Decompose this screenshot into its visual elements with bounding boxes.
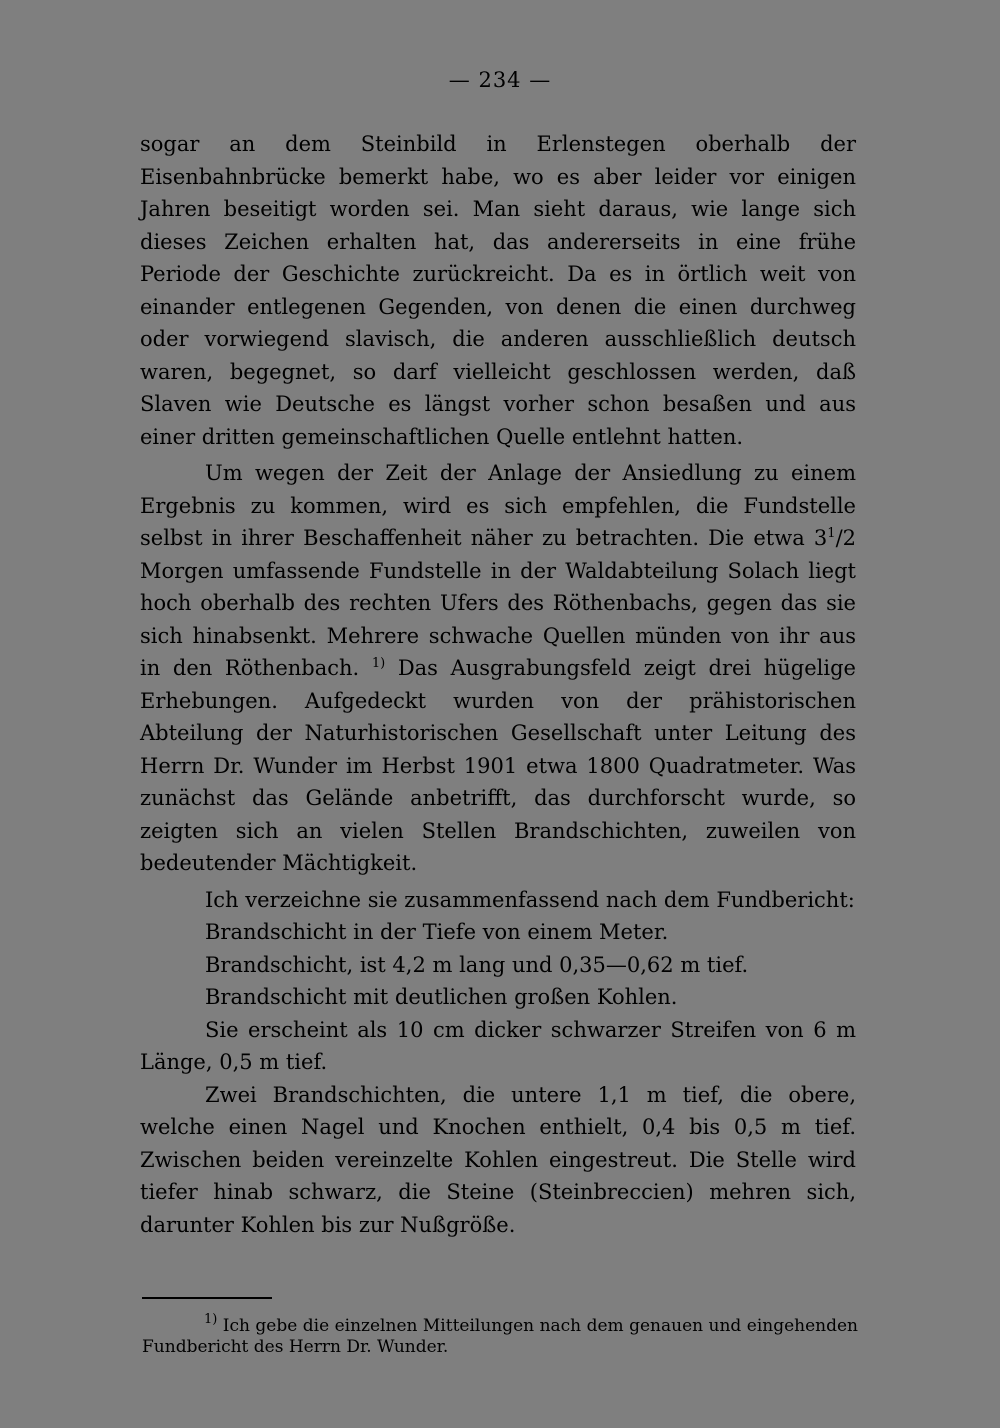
paragraph-1: sogar an dem Steinbild in Erlenstegen oberhalb der Eisenbahnbrücke bemerkt habe, wo es aber leider vor einigen Jahren beseitigt worden sei. Man sieht daraus, wie lange sich dieses Zeichen erhalten hat, das andererseits in eine frühe Periode der Geschichte zurückreicht. Da es in örtlich weit von einander entlegenen Gegenden, von denen die einen durchweg oder vorwiegend slavisch, die anderen ausschließlich deutsch waren, begegnet, so darf vielleicht geschlossen werden, daß Slaven wie Deutsche es längst vorher schon besaßen und aus einer dritten gemeinschaftlichen Quelle entlehnt hatten. xyxy=(140,132,856,449)
fraction-numerator: 1 xyxy=(827,526,836,541)
footnote-text: Ich gebe die einzelnen Mitteilungen nach dem genauen und eingehenden Fundbericht des Herrn Dr. Wunder. xyxy=(142,1316,858,1357)
paragraph-2 xyxy=(140,457,856,880)
footnote xyxy=(142,1312,858,1358)
page-number: — 234 — xyxy=(448,68,552,92)
list-item-2: Brandschicht, ist 4,2 m lang und 0,35—0,62 m tief. xyxy=(205,952,749,977)
paragraph-2-part-b: Morgen umfassende Fundstelle in der Waldabteilung Solach liegt hoch oberhalb des rechten Ufers des Röthenbachs, gegen das sie sich hinabsenkt. Mehrere schwache Quellen münden von ihr aus in den Röthenbach. xyxy=(140,558,856,680)
footnote-reference: 1) xyxy=(371,656,386,671)
footnote-marker: 1) xyxy=(204,1312,218,1327)
paragraph-2-part-a: Um wegen der Zeit der Anlage der Ansiedlung zu einem Ergebnis zu kommen, wird es sich empfehlen, die Fundstelle selbst in ihrer Beschaffenheit näher zu betrachten. Die etwa 3 xyxy=(140,461,856,550)
paragraph-4: Sie erscheint als 10 cm dicker schwarzer Streifen von 6 m Länge, 0,5 m tief. xyxy=(140,1017,856,1074)
list-item-1: Brandschicht in der Tiefe von einem Meter. xyxy=(205,920,669,944)
fraction-denominator: /2 xyxy=(835,526,856,550)
list-item-3: Brandschicht mit deutlichen großen Kohlen. xyxy=(205,985,678,1009)
body-text xyxy=(140,128,856,1241)
paragraph-2-part-c: Das Ausgrabungsfeld zeigt drei hügelige Erhebungen. Aufgedeckt wurden von der prähistorischen Abteilung der Naturhistorischen Gesellschaft unter Leitung des Herrn Dr. Wunder im Herbst 1901 etwa 1800 Quadratmeter. Was zunächst das Gelände anbetrifft, das durchforscht wurde, so zeigten sich an vielen Stellen Brandschichten, zuweilen von bedeutender Mächtigkeit. xyxy=(140,656,856,875)
footnote-paragraph xyxy=(142,1312,858,1358)
paragraph-5: Zwei Brandschichten, die untere 1,1 m tief, die obere, welche einen Nagel und Knochen enthielt, 0,4 bis 0,5 m tief. Zwischen beiden vereinzelte Kohlen eingestreut. Die Stelle wird tiefer hinab schwarz, die Steine (Steinbreccien) mehren sich, darunter Kohlen bis zur Nußgröße. xyxy=(140,1082,856,1237)
footnote-divider xyxy=(142,1297,272,1299)
paragraph-3: Ich verzeichne sie zusammenfassend nach dem Fundbericht: xyxy=(205,887,855,912)
